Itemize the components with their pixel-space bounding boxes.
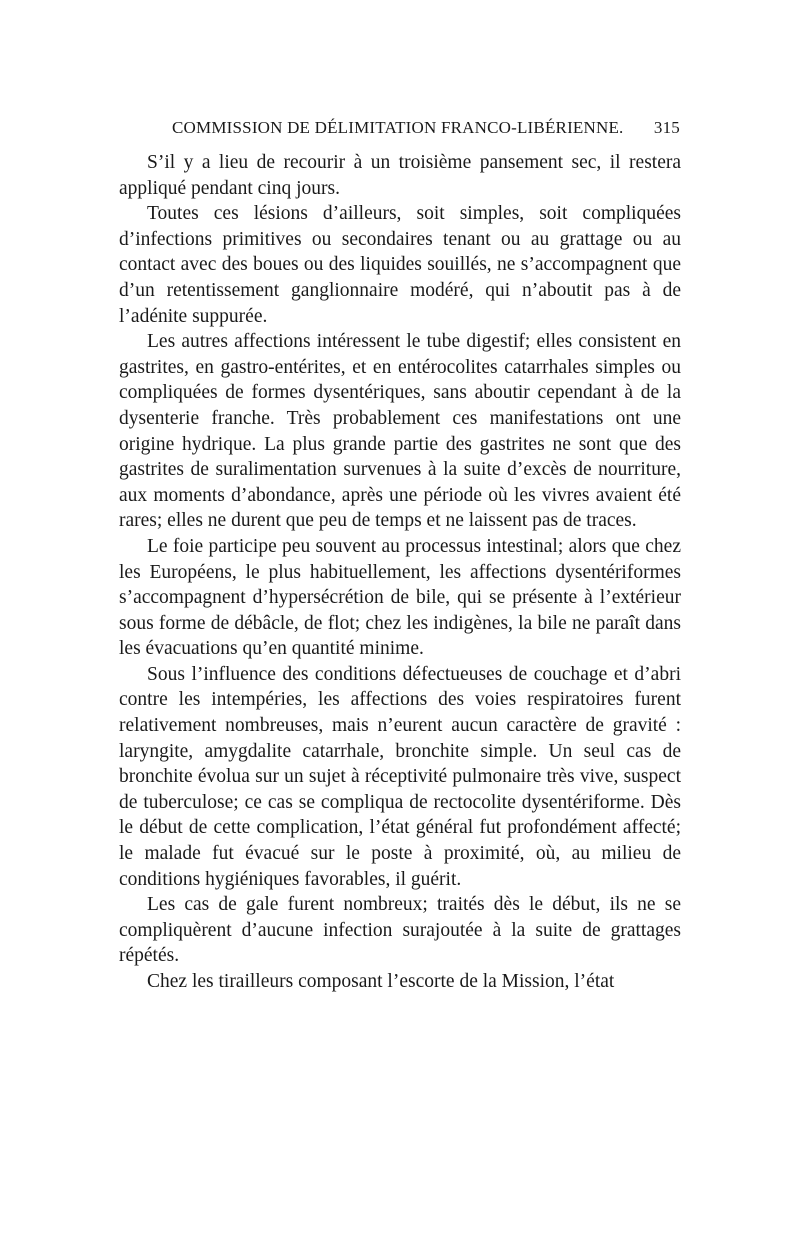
paragraph: Les autres affections intéressent le tube digestif; elles consistent en gastrites, en gastro-entérites, et en entérocolites catarrhales simples ou compliquées de formes dysentériques, sans aboutir cependant à de la dysenterie franche. Très probablement ces manifestations ont une origine hydrique. La plus grande partie des gastrites ne sont que des gastrites de suralimentation survenues à la suite d’excès de nourriture, aux moments d’abondance, après une période où les vivres avaient été rares; elles ne durent que peu de temps et ne laissent pas de traces. [119,331,681,532]
paragraph: Chez les tirailleurs composant l’escorte de la Mission, l’état [147,971,615,992]
body-text [119,150,681,995]
page-number: 315 [653,118,680,137]
running-title: COMMISSION DE DÉLIMITATION FRANCO-LIBÉRIENNE. [172,118,624,137]
running-head [172,118,680,142]
paragraph: S’il y a lieu de recourir à un troisième pansement sec, il restera appliqué pendant cinq jours. [119,152,681,199]
paragraph: Sous l’influence des conditions défectueuses de couchage et d’abri contre les intempéries, les affections des voies respiratoires furent relativement nombreuses, mais n’eurent aucun caractère de gravité : laryngite, amygdalite catarrhale, bronchite simple. Un seul cas de bronchite évolua sur un sujet à réceptivité pulmonaire très vive, suspect de tuberculose; ce cas se compliqua de rectocolite dysentériforme. Dès le début de cette complication, l’état général fut profondément affecté; le malade fut évacué sur le poste à proximité, où, au milieu de conditions hygiéniques favorables, il guérit. [119,663,681,890]
paragraph: Le foie participe peu souvent au processus intestinal; alors que chez les Européens, le plus habituellement, les affections dysentériformes s’accompagnent d’hypersécrétion de bile, qui se présente à l’extérieur sous forme de débâcle, de flot; chez les indigènes, la bile ne paraît dans les évacuations qu’en quantité minime. [119,535,681,660]
paragraph: Les cas de gale furent nombreux; traités dès le début, ils ne se compliquèrent d’aucune infection surajoutée à la suite de grattages répétés. [119,894,681,967]
paragraph: Toutes ces lésions d’ailleurs, soit simples, soit compliquées d’infections primitives ou secondaires tenant ou au grattage ou au contact avec des boues ou des liquides souillés, ne s’accompagnent que d’un retentissement ganglionnaire modéré, qui n’aboutit pas à de l’adénite suppurée. [119,203,681,327]
